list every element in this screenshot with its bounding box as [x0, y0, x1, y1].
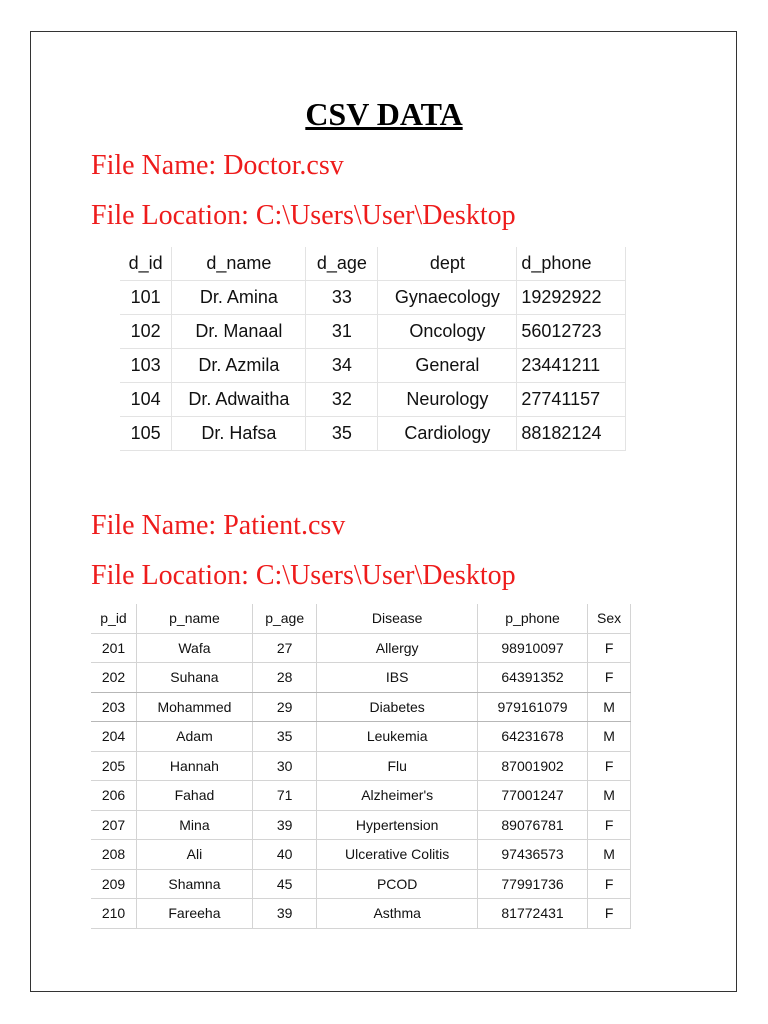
table-cell: Suhana — [136, 663, 252, 693]
table-cell: Shamna — [136, 869, 252, 899]
table-cell: 32 — [306, 383, 378, 417]
table-cell: F — [588, 869, 631, 899]
table-cell: M — [588, 840, 631, 870]
table-cell: Fahad — [136, 781, 252, 811]
table-cell: 27 — [252, 633, 317, 663]
table-row — [120, 417, 626, 451]
table-row — [91, 869, 631, 899]
table-cell: 64231678 — [477, 722, 587, 752]
patient-file-location: File Location: C:\Users\User\Desktop — [91, 560, 516, 591]
table-cell: 30 — [252, 751, 317, 781]
table-cell: Mohammed — [136, 692, 252, 722]
table-cell: Mina — [136, 810, 252, 840]
doctor-table — [120, 247, 626, 451]
table-row — [91, 692, 631, 722]
doctor-file-location: File Location: C:\Users\User\Desktop — [91, 200, 516, 231]
table-cell: Allergy — [317, 633, 477, 663]
table-cell: Hypertension — [317, 810, 477, 840]
table-cell: 97436573 — [477, 840, 587, 870]
table-cell: 979161079 — [477, 692, 587, 722]
page-title: CSV DATA — [305, 96, 463, 132]
doctor-header-row — [120, 247, 626, 281]
table-cell: 208 — [91, 840, 136, 870]
table-cell: F — [588, 633, 631, 663]
table-cell: 23441211 — [517, 349, 626, 383]
table-cell: M — [588, 781, 631, 811]
table-cell: 34 — [306, 349, 378, 383]
table-row — [91, 781, 631, 811]
table-cell: 89076781 — [477, 810, 587, 840]
table-cell: IBS — [317, 663, 477, 693]
header-cell: d_id — [120, 247, 172, 281]
table-cell: M — [588, 722, 631, 752]
header-cell: Sex — [588, 604, 631, 633]
table-cell: 203 — [91, 692, 136, 722]
table-cell: 56012723 — [517, 315, 626, 349]
table-cell: 88182124 — [517, 417, 626, 451]
table-cell: 209 — [91, 869, 136, 899]
table-cell: Asthma — [317, 899, 477, 929]
table-cell: 39 — [252, 810, 317, 840]
table-row — [120, 349, 626, 383]
table-cell: Hannah — [136, 751, 252, 781]
table-cell: Dr. Hafsa — [172, 417, 306, 451]
patient-table — [91, 604, 631, 929]
table-cell: Neurology — [378, 383, 517, 417]
table-cell: F — [588, 810, 631, 840]
table-cell: 40 — [252, 840, 317, 870]
table-cell: 210 — [91, 899, 136, 929]
table-row — [91, 810, 631, 840]
table-cell: Ulcerative Colitis — [317, 840, 477, 870]
table-cell: Cardiology — [378, 417, 517, 451]
table-row — [91, 840, 631, 870]
table-cell: 104 — [120, 383, 172, 417]
table-cell: 201 — [91, 633, 136, 663]
table-row — [120, 281, 626, 315]
table-cell: 77991736 — [477, 869, 587, 899]
table-cell: 31 — [306, 315, 378, 349]
header-cell: d_phone — [517, 247, 626, 281]
table-cell: Alzheimer's — [317, 781, 477, 811]
table-cell: F — [588, 751, 631, 781]
table-cell: 28 — [252, 663, 317, 693]
patient-file-name: File Name: Patient.csv — [91, 510, 346, 541]
table-cell: 105 — [120, 417, 172, 451]
table-cell: 205 — [91, 751, 136, 781]
table-cell: 35 — [252, 722, 317, 752]
table-cell: Dr. Amina — [172, 281, 306, 315]
table-row — [91, 663, 631, 693]
table-cell: Diabetes — [317, 692, 477, 722]
table-cell: Adam — [136, 722, 252, 752]
table-cell: 204 — [91, 722, 136, 752]
table-cell: 102 — [120, 315, 172, 349]
table-cell: Leukemia — [317, 722, 477, 752]
header-cell: dept — [378, 247, 517, 281]
table-cell: Ali — [136, 840, 252, 870]
table-cell: 206 — [91, 781, 136, 811]
header-cell: d_name — [172, 247, 306, 281]
table-row — [120, 315, 626, 349]
table-cell: 19292922 — [517, 281, 626, 315]
table-cell: M — [588, 692, 631, 722]
table-cell: 64391352 — [477, 663, 587, 693]
table-cell: PCOD — [317, 869, 477, 899]
table-cell: 87001902 — [477, 751, 587, 781]
patient-header-row — [91, 604, 631, 633]
table-cell: 71 — [252, 781, 317, 811]
doctor-file-name: File Name: Doctor.csv — [91, 150, 344, 181]
table-cell: Oncology — [378, 315, 517, 349]
header-cell: p_name — [136, 604, 252, 633]
table-cell: Flu — [317, 751, 477, 781]
table-cell: 98910097 — [477, 633, 587, 663]
table-cell: 81772431 — [477, 899, 587, 929]
header-cell: p_age — [252, 604, 317, 633]
table-row — [120, 383, 626, 417]
table-cell: 77001247 — [477, 781, 587, 811]
header-cell: p_phone — [477, 604, 587, 633]
table-row — [91, 899, 631, 929]
header-cell: p_id — [91, 604, 136, 633]
table-cell: F — [588, 899, 631, 929]
table-cell: 39 — [252, 899, 317, 929]
table-cell: 27741157 — [517, 383, 626, 417]
table-cell: 101 — [120, 281, 172, 315]
table-cell: 202 — [91, 663, 136, 693]
table-cell: 29 — [252, 692, 317, 722]
table-cell: Dr. Adwaitha — [172, 383, 306, 417]
table-row — [91, 722, 631, 752]
table-cell: F — [588, 663, 631, 693]
table-row — [91, 633, 631, 663]
table-cell: 207 — [91, 810, 136, 840]
table-cell: Dr. Azmila — [172, 349, 306, 383]
table-cell: General — [378, 349, 517, 383]
table-cell: 45 — [252, 869, 317, 899]
table-cell: 103 — [120, 349, 172, 383]
header-cell: d_age — [306, 247, 378, 281]
table-cell: Dr. Manaal — [172, 315, 306, 349]
table-cell: 33 — [306, 281, 378, 315]
table-cell: Wafa — [136, 633, 252, 663]
table-cell: Fareeha — [136, 899, 252, 929]
table-row — [91, 751, 631, 781]
header-cell: Disease — [317, 604, 477, 633]
table-cell: 35 — [306, 417, 378, 451]
table-cell: Gynaecology — [378, 281, 517, 315]
